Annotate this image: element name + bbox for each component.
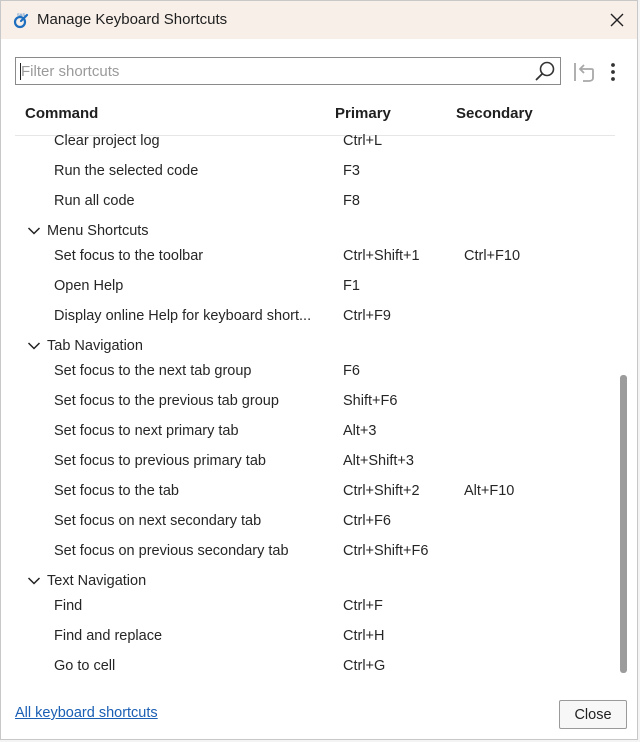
primary-cell[interactable]: Alt+3 <box>343 423 377 439</box>
text-caret <box>20 63 21 80</box>
command-cell: Run the selected code <box>54 163 199 179</box>
title-bar <box>1 1 637 39</box>
all-shortcuts-link[interactable]: All keyboard shortcuts <box>15 705 158 721</box>
primary-cell[interactable]: Ctrl+G <box>343 658 386 674</box>
command-cell: Set focus to the toolbar <box>54 248 204 264</box>
primary-cell[interactable]: Ctrl+F9 <box>343 308 391 324</box>
table-row[interactable] <box>15 357 615 385</box>
group-label: Menu Shortcuts <box>47 223 149 239</box>
primary-cell[interactable]: Ctrl+L <box>343 133 383 149</box>
table-row[interactable] <box>15 157 615 185</box>
table-row[interactable] <box>15 592 615 620</box>
search-icon[interactable] <box>534 60 556 82</box>
table-row[interactable] <box>15 127 615 155</box>
dialog-title: Manage Keyboard Shortcuts <box>37 11 228 28</box>
column-header-primary[interactable]: Primary <box>335 105 391 122</box>
table-row[interactable] <box>15 272 615 300</box>
primary-cell[interactable]: F8 <box>343 193 360 209</box>
filter-box <box>15 57 561 85</box>
command-cell: Display online Help for keyboard short... <box>54 308 312 324</box>
primary-cell[interactable]: Shift+F6 <box>343 393 398 409</box>
table-row[interactable] <box>15 187 615 215</box>
command-cell: Go to cell <box>54 658 116 674</box>
command-cell: Clear project log <box>54 133 160 149</box>
primary-cell[interactable]: F1 <box>343 278 360 294</box>
primary-cell[interactable]: F3 <box>343 163 360 179</box>
primary-cell[interactable]: Ctrl+F <box>343 598 383 614</box>
command-cell: Set focus to next primary tab <box>54 423 239 439</box>
more-options-icon[interactable] <box>604 61 622 83</box>
command-cell: Set focus to the tab <box>54 483 179 499</box>
primary-cell[interactable]: Alt+Shift+3 <box>343 453 414 469</box>
primary-cell[interactable]: F6 <box>343 363 360 379</box>
primary-cell[interactable]: Ctrl+Shift+F6 <box>343 543 429 559</box>
table-row[interactable] <box>15 447 615 475</box>
command-cell: Set focus on next secondary tab <box>54 513 262 529</box>
close-icon[interactable] <box>607 10 627 30</box>
chevron-down-icon[interactable] <box>27 341 41 351</box>
sas-app-icon <box>12 11 30 29</box>
table-row[interactable] <box>15 302 615 330</box>
table-row[interactable] <box>15 507 615 535</box>
command-cell: Set focus to the next tab group <box>54 363 252 379</box>
primary-cell[interactable]: Ctrl+H <box>343 628 385 644</box>
table-row[interactable] <box>15 477 615 505</box>
primary-cell[interactable]: Ctrl+Shift+1 <box>343 248 420 264</box>
column-header-secondary[interactable]: Secondary <box>456 105 533 122</box>
command-cell: Set focus on previous secondary tab <box>54 543 289 559</box>
table-row[interactable] <box>15 652 615 680</box>
secondary-cell[interactable]: Alt+F10 <box>464 483 515 499</box>
column-header-command[interactable]: Command <box>25 105 99 122</box>
reset-icon[interactable] <box>571 60 595 84</box>
primary-cell[interactable]: Ctrl+Shift+2 <box>343 483 420 499</box>
scrollbar-thumb[interactable] <box>620 375 627 673</box>
table-row[interactable] <box>15 622 615 650</box>
command-cell: Open Help <box>54 278 124 294</box>
command-cell: Run all code <box>54 193 135 209</box>
table-row[interactable] <box>15 387 615 415</box>
command-cell: Find and replace <box>54 628 163 644</box>
filter-input[interactable] <box>21 61 526 81</box>
secondary-cell[interactable]: Ctrl+F10 <box>464 248 521 264</box>
command-cell: Set focus to previous primary tab <box>54 453 266 469</box>
table-row[interactable] <box>15 537 615 565</box>
table-row[interactable] <box>15 417 615 445</box>
chevron-down-icon[interactable] <box>27 226 41 236</box>
group-label: Tab Navigation <box>47 338 143 354</box>
table-row[interactable] <box>15 242 615 270</box>
svg-text:SAS: SAS <box>17 12 26 17</box>
command-cell: Set focus to the previous tab group <box>54 393 279 409</box>
close-button[interactable]: Close <box>559 700 627 729</box>
chevron-down-icon[interactable] <box>27 576 41 586</box>
group-label: Text Navigation <box>47 573 147 589</box>
primary-cell[interactable]: Ctrl+F6 <box>343 513 391 529</box>
command-cell: Find <box>54 598 83 614</box>
